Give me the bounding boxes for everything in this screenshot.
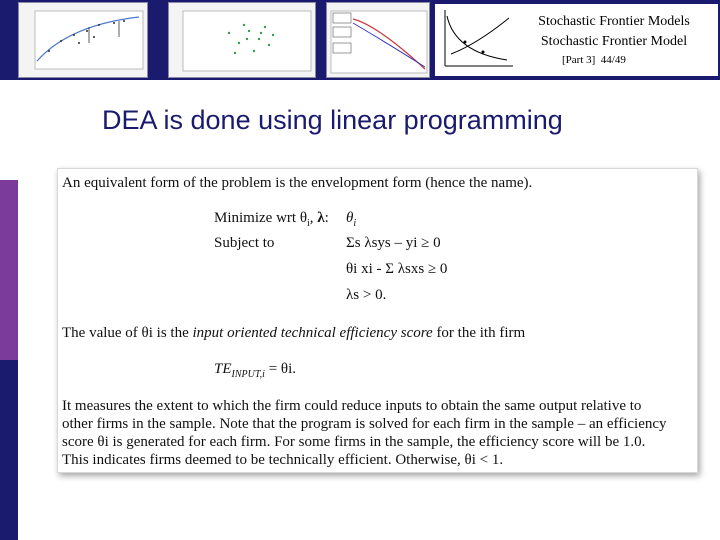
value-italic: input oriented technical efficiency score bbox=[192, 325, 433, 341]
value-suffix: for the ith firm bbox=[432, 325, 526, 341]
intro-text: An equivalent form of the problem is the envelopment form (hence the name). bbox=[62, 175, 533, 191]
subject-to-label: Subject to bbox=[214, 235, 275, 251]
objective-theta: θ bbox=[346, 210, 354, 226]
part-label: [Part 3] bbox=[562, 54, 596, 66]
paragraph-line-1: It measures the extent to which the firm could reduce inputs to obtain the same output relative to bbox=[62, 398, 642, 414]
thumbnail-density-plot bbox=[326, 2, 430, 78]
value-sentence bbox=[62, 325, 525, 342]
header-title-line2: Stochastic Frontier Model bbox=[540, 34, 688, 49]
te-sub: INPUT,i bbox=[231, 369, 265, 380]
left-strip-purple bbox=[0, 180, 18, 360]
thumbnail-scatter-plot bbox=[168, 2, 316, 78]
te-rhs: = θi. bbox=[264, 361, 297, 377]
paragraph-line-4: This indicates firms deemed to be technically efficient. Otherwise, θi < 1. bbox=[62, 452, 504, 468]
left-strip-navy bbox=[0, 360, 18, 540]
slide-counter bbox=[562, 54, 626, 66]
objective bbox=[346, 210, 356, 229]
constraint-1: Σs λsys – yi ≥ 0 bbox=[346, 235, 441, 251]
content-image-panel bbox=[57, 168, 698, 473]
paragraph-line-2: other firms in the sample. Note that the program is solved for each firm in the sample – an efficiency bbox=[62, 416, 667, 432]
value-prefix: The value of θi is the bbox=[62, 325, 193, 341]
slide-number: 44/49 bbox=[600, 54, 626, 66]
objective-sub: i bbox=[353, 218, 357, 229]
theta-sub: i bbox=[307, 218, 310, 229]
te-lhs: TE bbox=[214, 361, 232, 377]
header-banner bbox=[0, 0, 720, 80]
paragraph-line-3: score θi is generated for each firm. For some firms in the sample, the efficiency score will be 1.0. bbox=[62, 434, 646, 450]
slide-title: DEA is done using linear programming bbox=[102, 105, 563, 135]
header-title-line1: Stochastic Frontier Models bbox=[538, 14, 690, 29]
constraint-3: λs > 0. bbox=[346, 287, 387, 303]
thumbnail-frontier-plot bbox=[18, 2, 148, 78]
te-formula bbox=[214, 361, 296, 380]
left-strip-top bbox=[0, 80, 18, 180]
constraint-2: θi xi - Σ λsxs ≥ 0 bbox=[346, 261, 448, 277]
minimize-label: Minimize wrt $\theta_i$, λ: bbox=[214, 210, 329, 229]
theta-symbol: θ bbox=[299, 210, 308, 226]
